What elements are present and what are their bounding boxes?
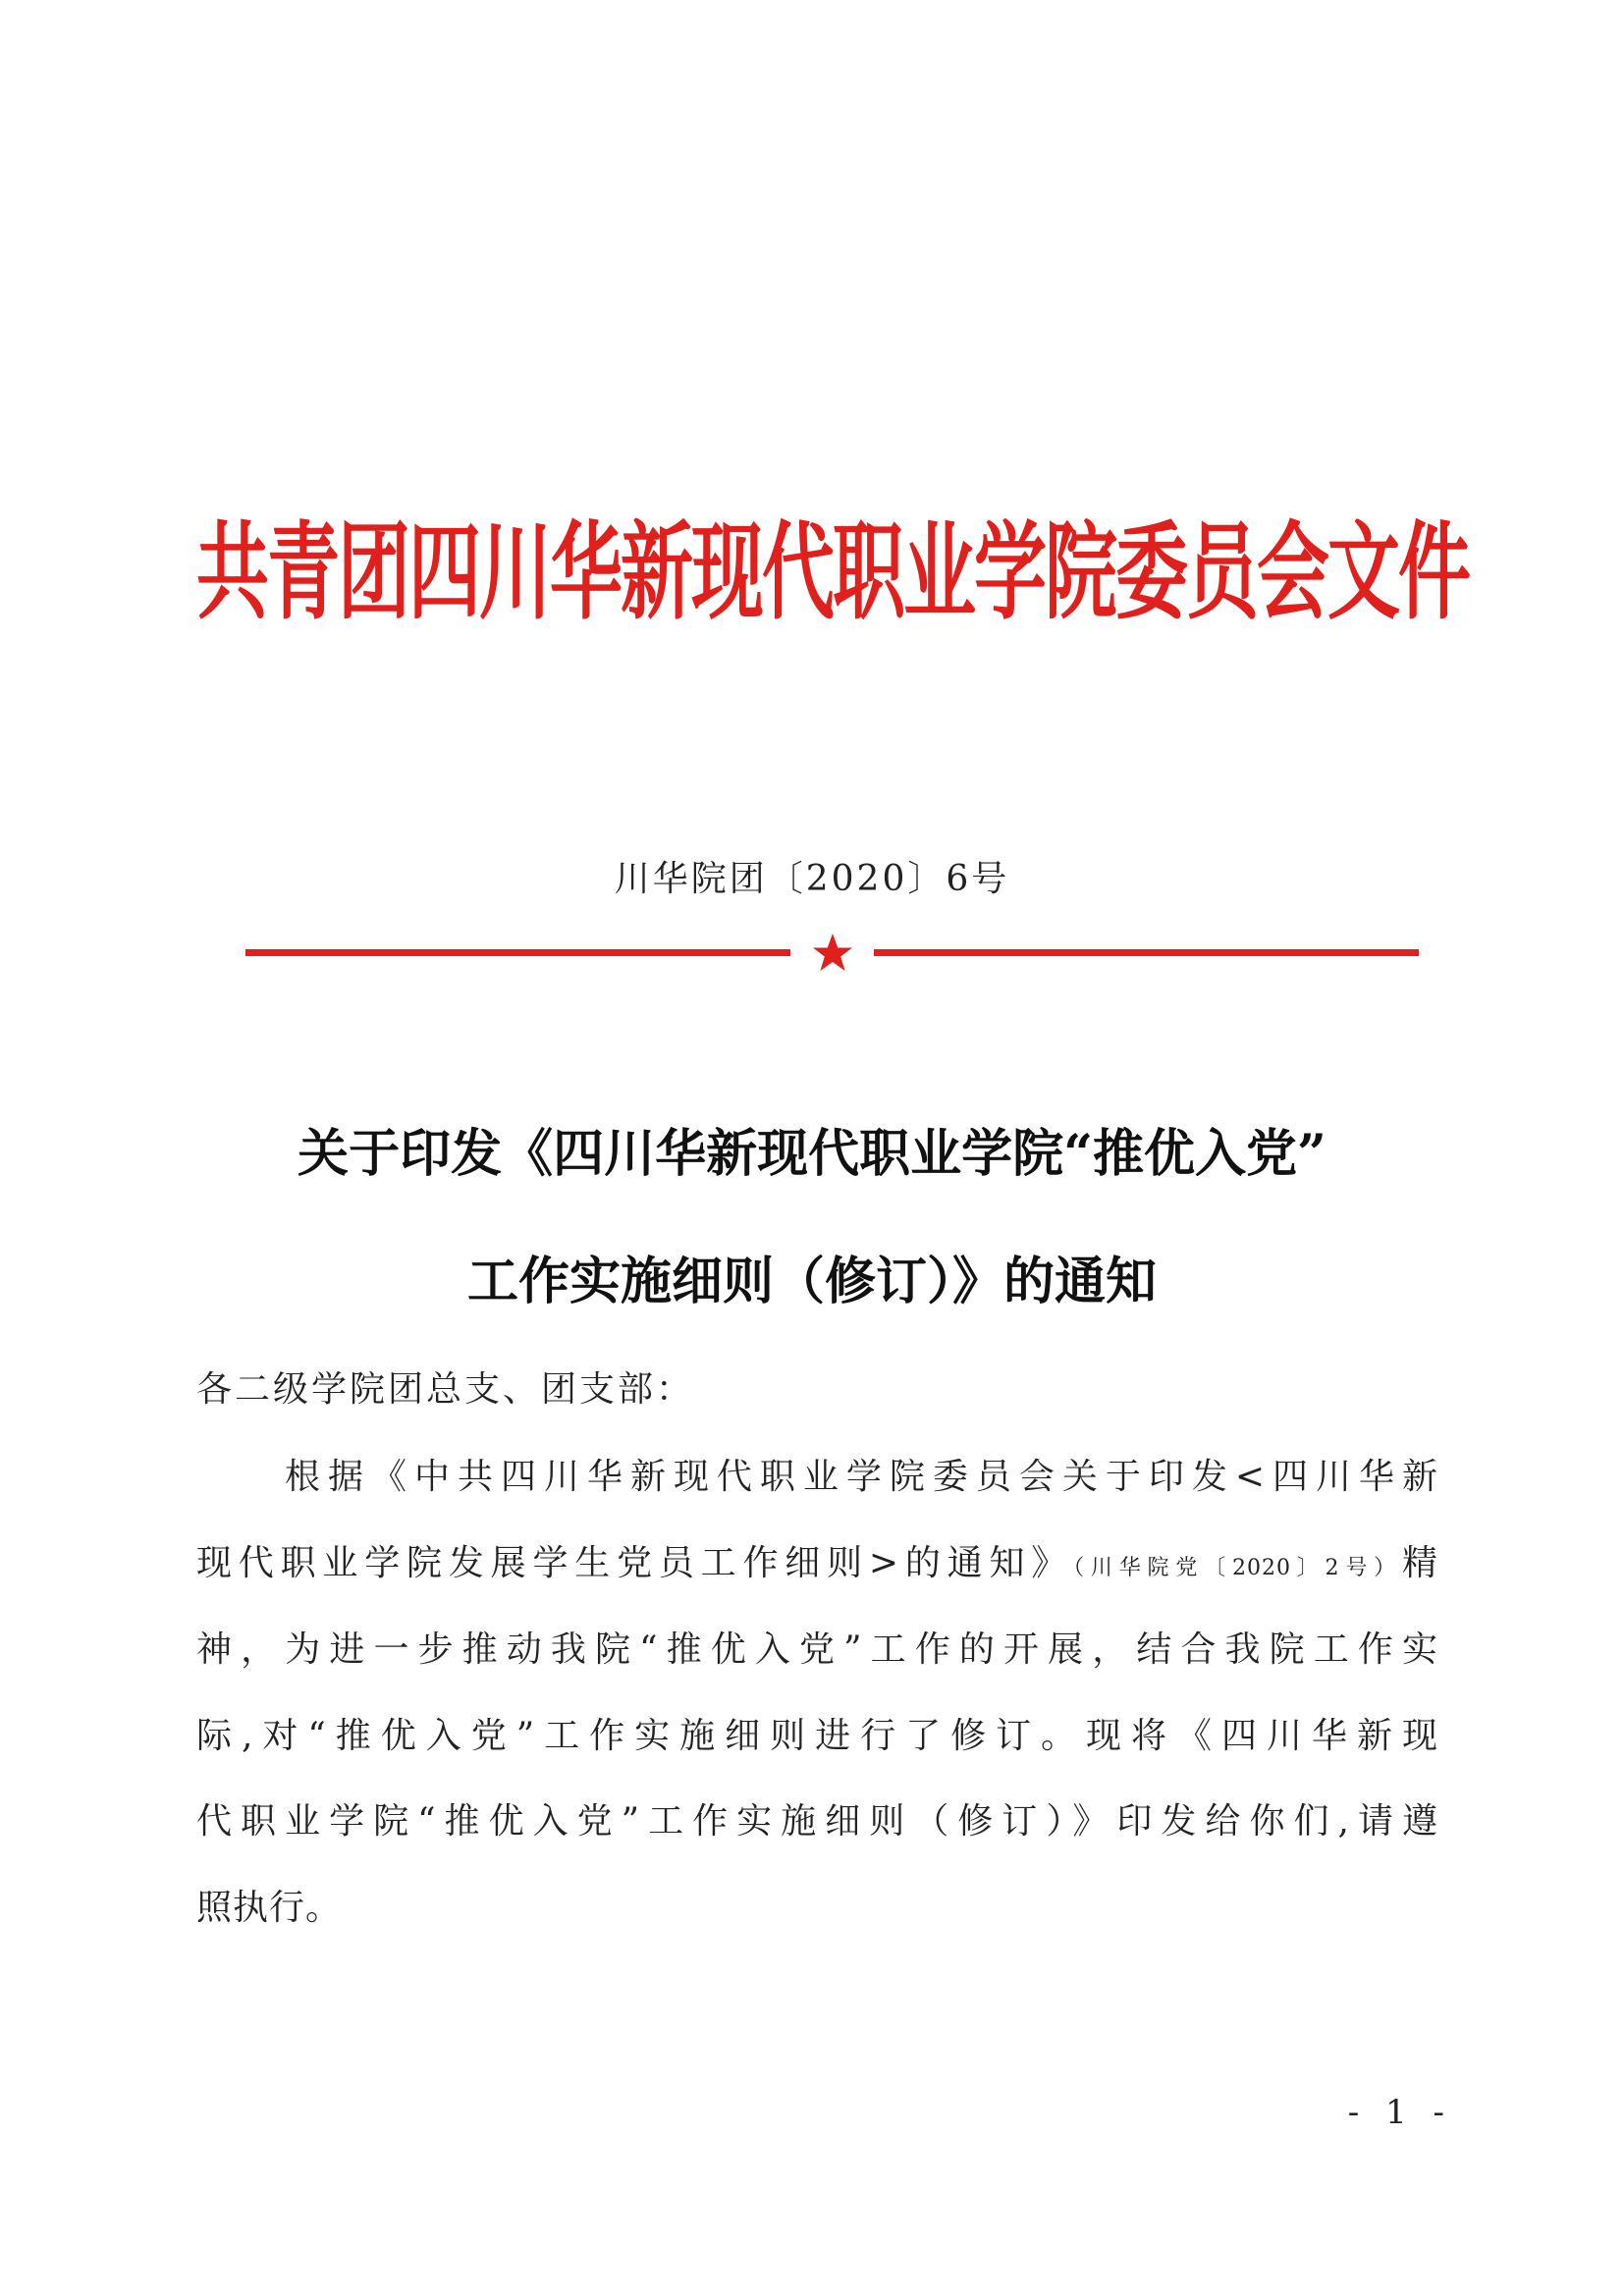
salutation: 各二级学院团总支、团支部： xyxy=(196,1369,695,1410)
divider-line-right xyxy=(874,949,1419,956)
star-icon xyxy=(805,933,860,972)
body-paragraph-line: 际,对“推优入党”工作实施细则进行了修订。现将《四川华新现 xyxy=(196,1716,1438,1756)
body-text: 现代职业学院发展学生党员工作细则>的通知》 xyxy=(196,1543,1074,1583)
body-paragraph-line xyxy=(196,1543,1438,1583)
divider-line-left xyxy=(245,949,790,956)
document-number: 川华院团〔2020〕6号 xyxy=(614,859,1010,899)
body-paragraph-line: 神，为进一步推动我院“推优入党”工作的开展，结合我院工作实 xyxy=(196,1629,1438,1670)
notice-title-line-1: 关于印发《四川华新现代职业学院“推优入党” xyxy=(298,1124,1326,1184)
page-number: - 1 - xyxy=(1347,2093,1452,2132)
reference-document-number: （川华院党〔2020〕2号） xyxy=(1073,1556,1402,1580)
body-paragraph-line: 代职业学院“推优入党”工作实施细则（修订）》印发给你们,请遵 xyxy=(196,1801,1438,1842)
red-divider xyxy=(245,933,1419,972)
body-paragraph-line: 照执行。 xyxy=(196,1888,343,1928)
issuer-header-title: 共青团四川华新现代职业学院委员会文件 xyxy=(196,511,1469,634)
body-text: 精 xyxy=(1401,1543,1438,1583)
body-paragraph-line: 根据《中共四川华新现代职业学院委员会关于印发<四川华新 xyxy=(285,1457,1438,1497)
notice-title-line-2: 工作实施细则（修订）》的通知 xyxy=(466,1252,1157,1311)
